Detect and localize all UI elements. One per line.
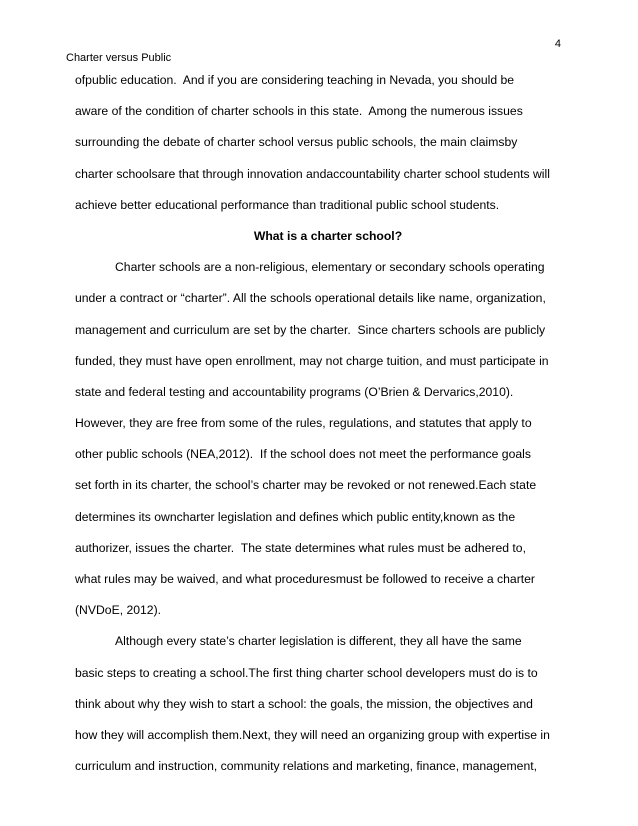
text-line: under a contract or “charter”. All the schools operational details like name, organization, — [75, 291, 546, 306]
page-number: 4 — [554, 38, 561, 50]
text-line: basic steps to creating a school.The first thing charter school developers must do is to — [75, 665, 538, 680]
paragraph — [75, 626, 575, 782]
document-body — [75, 65, 575, 782]
text-line: think about why they wish to start a school: the goals, the mission, the objectives and — [75, 696, 533, 711]
text-line: management and curriculum are set by the charter. Since charters schools are publicly — [75, 322, 546, 337]
text-line: Although every state’s charter legislation is different, they all have the same — [115, 634, 522, 649]
text-line: charter schoolsare that through innovation andaccountability charter school students will — [75, 166, 550, 181]
text-line: state and federal testing and accountability programs (O’Brien & Dervarics,2010). — [75, 384, 514, 399]
text-line: However, they are free from some of the rules, regulations, and statutes that apply to — [75, 416, 532, 431]
paragraph — [75, 65, 575, 221]
text-line: funded, they must have open enrollment, may not charge tuition, and must participate in — [75, 353, 549, 368]
text-line: achieve better educational performance than traditional public school students. — [75, 197, 500, 212]
text-line: ofpublic education. And if you are considering teaching in Nevada, you should be — [75, 73, 515, 87]
text-line: how they will accomplish them.Next, they will need an organizing group with expertise in — [75, 727, 550, 742]
text-line: other public schools (NEA,2012). If the school does not meet the performance goals — [75, 447, 531, 462]
text-line: (NVDoE, 2012). — [75, 603, 162, 618]
text-line: what rules may be waived, and what proceduresmust be followed to receive a charter — [75, 572, 535, 586]
running-head: Charter versus Public — [66, 52, 172, 64]
text-line: Charter schools are a non-religious, elementary or secondary schools operating — [115, 260, 545, 275]
text-line: authorizer, issues the charter. The state determines what rules must be adhered to, — [75, 540, 526, 555]
text-line: surrounding the debate of charter school versus public schools, the main claimsby — [75, 135, 518, 150]
text-line: curriculum and instruction, community relations and marketing, finance, management, — [75, 759, 537, 774]
text-line: set forth in its charter, the school’s charter may be revoked or not renewed.Each state — [75, 478, 537, 493]
text-line: aware of the condition of charter schools in this state. Among the numerous issues — [75, 104, 523, 119]
text-line: determines its owncharter legislation and defines which public entity,known as the — [75, 509, 516, 524]
paragraph — [75, 252, 575, 626]
section-heading: What is a charter school? — [253, 228, 403, 243]
